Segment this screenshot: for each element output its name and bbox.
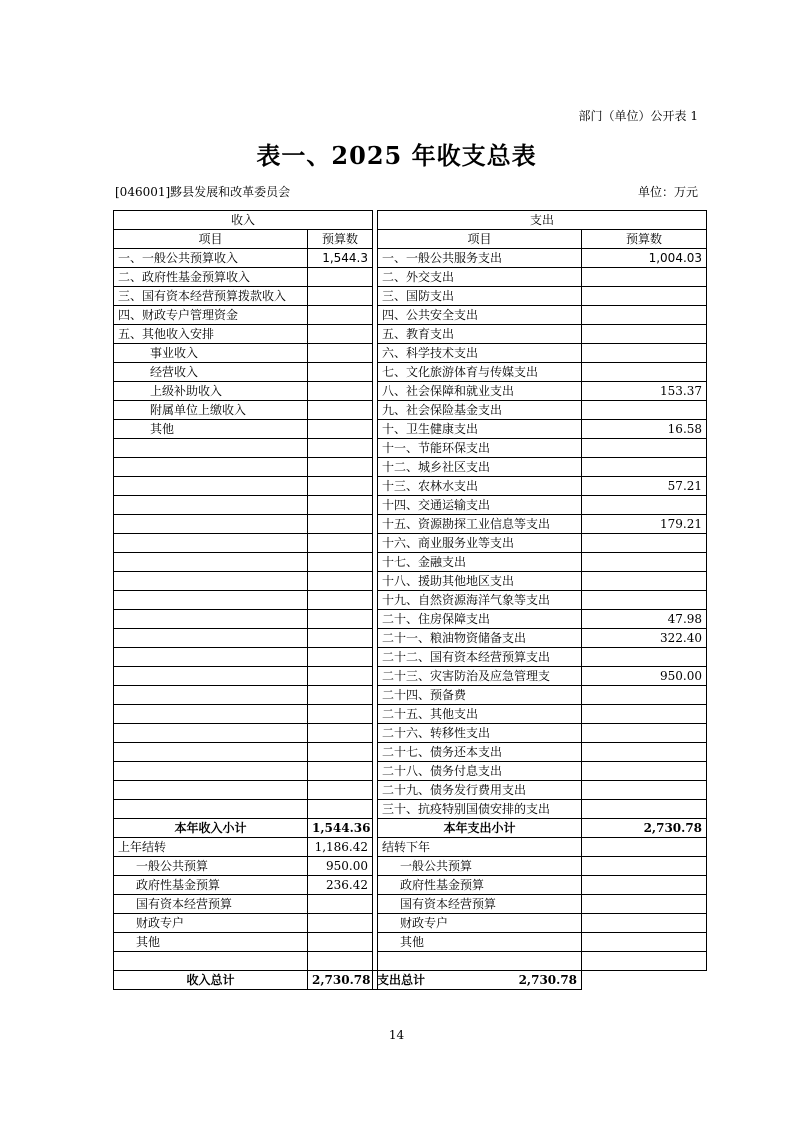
expense-item: 十七、金融支出 <box>378 553 582 572</box>
income-value <box>308 439 373 458</box>
expense-item: 十五、资源勘探工业信息等支出 <box>378 515 582 534</box>
expense-item: 十一、节能环保支出 <box>378 439 582 458</box>
expense-item: 二十二、国有资本经营预算支出 <box>378 648 582 667</box>
expense-item: 六、科学技术支出 <box>378 344 582 363</box>
table-row <box>114 667 707 686</box>
income-item: 本年收入小计 <box>114 819 308 838</box>
expense-value: 2,730.78 <box>582 819 707 838</box>
income-item: 上级补助收入 <box>114 382 308 401</box>
expense-value: 179.21 <box>582 515 707 534</box>
income-item: 政府性基金预算 <box>114 876 308 895</box>
income-item <box>114 534 308 553</box>
expense-item: 一般公共预算 <box>378 857 582 876</box>
expense-item: 支出总计 <box>373 971 378 990</box>
income-item: 一般公共预算 <box>114 857 308 876</box>
table-row <box>114 287 707 306</box>
income-value <box>308 686 373 705</box>
expense-value: 57.21 <box>582 477 707 496</box>
expense-value <box>582 838 707 857</box>
income-value <box>308 895 373 914</box>
income-item <box>114 496 308 515</box>
income-item: 二、政府性基金预算收入 <box>114 268 308 287</box>
table-row <box>114 249 707 268</box>
expense-value <box>582 876 707 895</box>
income-item <box>114 439 308 458</box>
table-row <box>114 933 707 952</box>
income-value <box>308 629 373 648</box>
expense-item: 三十、抗疫特别国债安排的支出 <box>378 800 582 819</box>
table-row <box>114 268 707 287</box>
organization-name: [046001]黟县发展和改革委员会 <box>115 185 291 199</box>
expense-item: 二十、住房保障支出 <box>378 610 582 629</box>
income-item <box>114 724 308 743</box>
expense-value <box>582 306 707 325</box>
table-row <box>114 382 707 401</box>
expense-item: 国有资本经营预算 <box>378 895 582 914</box>
table-row <box>114 610 707 629</box>
income-item: 事业收入 <box>114 344 308 363</box>
expense-item: 财政专户 <box>378 914 582 933</box>
income-item: 国有资本经营预算 <box>114 895 308 914</box>
expense-value <box>582 344 707 363</box>
expense-item: 三、国防支出 <box>378 287 582 306</box>
income-item: 其他 <box>114 933 308 952</box>
table-row <box>114 686 707 705</box>
expense-item: 二、外交支出 <box>378 268 582 287</box>
expense-item <box>378 952 582 971</box>
table-row <box>114 914 707 933</box>
table-row <box>114 952 707 971</box>
table-row <box>114 857 707 876</box>
income-item <box>114 667 308 686</box>
expense-value <box>582 439 707 458</box>
income-value <box>308 591 373 610</box>
expense-item: 二十九、债务发行费用支出 <box>378 781 582 800</box>
expense-value: 1,004.03 <box>582 249 707 268</box>
expense-value <box>582 496 707 515</box>
expense-value <box>582 287 707 306</box>
table-row <box>114 363 707 382</box>
expense-item: 其他 <box>378 933 582 952</box>
table-row <box>114 591 707 610</box>
income-value <box>308 667 373 686</box>
expense-value <box>582 952 707 971</box>
unit-label: 单位：万元 <box>637 185 698 199</box>
expense-value <box>582 268 707 287</box>
expense-value <box>582 686 707 705</box>
income-value <box>308 743 373 762</box>
income-value <box>308 325 373 344</box>
table-row <box>114 344 707 363</box>
expense-value <box>582 914 707 933</box>
expense-item: 十六、商业服务业等支出 <box>378 534 582 553</box>
income-value: 2,730.78 <box>308 971 373 990</box>
expense-value <box>582 724 707 743</box>
income-item <box>114 477 308 496</box>
income-value <box>308 781 373 800</box>
expense-value <box>582 743 707 762</box>
expense-item: 十八、援助其他地区支出 <box>378 572 582 591</box>
table-row <box>114 515 707 534</box>
table-row <box>114 477 707 496</box>
expense-item: 十三、农林水支出 <box>378 477 582 496</box>
expense-value <box>582 553 707 572</box>
budget-summary-table <box>113 210 707 990</box>
page-number: 14 <box>388 1028 405 1042</box>
expense-item: 五、教育支出 <box>378 325 582 344</box>
expense-value <box>582 857 707 876</box>
income-item <box>114 572 308 591</box>
expense-value <box>582 800 707 819</box>
table-row <box>114 762 707 781</box>
income-item <box>114 629 308 648</box>
income-value <box>308 572 373 591</box>
expense-item: 九、社会保险基金支出 <box>378 401 582 420</box>
expense-value <box>582 933 707 952</box>
income-value <box>308 553 373 572</box>
income-value: 1,186.42 <box>308 838 373 857</box>
income-value <box>308 477 373 496</box>
income-item <box>114 762 308 781</box>
income-item <box>114 705 308 724</box>
expense-item: 二十四、预备费 <box>378 686 582 705</box>
expense-value <box>582 572 707 591</box>
expense-value <box>582 534 707 553</box>
income-value <box>308 496 373 515</box>
table-row <box>114 743 707 762</box>
expense-item: 结转下年 <box>378 838 582 857</box>
income-value: 236.42 <box>308 876 373 895</box>
income-value <box>308 933 373 952</box>
expense-value: 322.40 <box>582 629 707 648</box>
income-item <box>114 648 308 667</box>
table-row <box>114 876 707 895</box>
expense-item: 二十七、债务还本支出 <box>378 743 582 762</box>
income-item: 四、财政专户管理资金 <box>114 306 308 325</box>
income-item <box>114 591 308 610</box>
income-item: 一、一般公共预算收入 <box>114 249 308 268</box>
income-value: 1,544.36 <box>308 819 373 838</box>
income-item: 附属单位上缴收入 <box>114 401 308 420</box>
expense-value <box>582 705 707 724</box>
table-row <box>114 534 707 553</box>
table-row <box>114 439 707 458</box>
income-value <box>308 287 373 306</box>
income-value <box>308 648 373 667</box>
income-value <box>308 914 373 933</box>
table-row <box>114 420 707 439</box>
income-item <box>114 686 308 705</box>
table-row <box>114 572 707 591</box>
expense-value: 153.37 <box>582 382 707 401</box>
income-item: 财政专户 <box>114 914 308 933</box>
table-row <box>114 781 707 800</box>
income-item: 上年结转 <box>114 838 308 857</box>
income-value <box>308 344 373 363</box>
income-value: 1,544.3 <box>308 249 373 268</box>
income-value <box>308 401 373 420</box>
expense-item: 二十一、粮油物资储备支出 <box>378 629 582 648</box>
income-item <box>114 515 308 534</box>
table-row <box>114 724 707 743</box>
income-item <box>114 800 308 819</box>
income-value <box>308 762 373 781</box>
income-value <box>308 705 373 724</box>
income-value <box>308 420 373 439</box>
expense-item: 十九、自然资源海洋气象等支出 <box>378 591 582 610</box>
income-item <box>114 610 308 629</box>
income-value <box>308 534 373 553</box>
income-value <box>308 458 373 477</box>
table-row <box>114 458 707 477</box>
expense-item: 二十五、其他支出 <box>378 705 582 724</box>
income-value: 950.00 <box>308 857 373 876</box>
income-item <box>114 553 308 572</box>
income-item <box>114 952 308 971</box>
income-item: 其他 <box>114 420 308 439</box>
expense-item: 七、文化旅游体育与传媒支出 <box>378 363 582 382</box>
table-header-row <box>114 211 707 230</box>
expense-budget-header: 预算数 <box>582 230 707 249</box>
expense-item: 十二、城乡社区支出 <box>378 458 582 477</box>
expense-item: 四、公共安全支出 <box>378 306 582 325</box>
income-value <box>308 724 373 743</box>
subtotal-row <box>114 819 707 838</box>
income-value <box>308 952 373 971</box>
table-subheader-row <box>114 230 707 249</box>
income-item-header: 项目 <box>114 230 308 249</box>
income-item <box>114 743 308 762</box>
expense-item: 二十三、灾害防治及应急管理支 <box>378 667 582 686</box>
table-row <box>114 401 707 420</box>
income-value <box>308 800 373 819</box>
expense-value <box>582 648 707 667</box>
expense-value <box>582 363 707 382</box>
income-item: 三、国有资本经营预算拨款收入 <box>114 287 308 306</box>
table-row <box>114 553 707 572</box>
expense-value <box>582 895 707 914</box>
expense-item: 十、卫生健康支出 <box>378 420 582 439</box>
income-value <box>308 610 373 629</box>
table-row <box>114 705 707 724</box>
table-row <box>114 306 707 325</box>
table-row <box>114 629 707 648</box>
total-row <box>114 971 707 990</box>
income-item: 经营收入 <box>114 363 308 382</box>
expense-item: 本年支出小计 <box>378 819 582 838</box>
expense-value <box>582 591 707 610</box>
income-budget-header: 预算数 <box>308 230 373 249</box>
table-row <box>114 325 707 344</box>
expense-value <box>582 458 707 477</box>
income-item <box>114 781 308 800</box>
expense-value: 950.00 <box>582 667 707 686</box>
income-value <box>308 363 373 382</box>
income-value <box>308 515 373 534</box>
income-item <box>114 458 308 477</box>
expense-value: 47.98 <box>582 610 707 629</box>
expense-item: 十四、交通运输支出 <box>378 496 582 515</box>
expense-value <box>582 781 707 800</box>
expense-item: 八、社会保障和就业支出 <box>378 382 582 401</box>
expense-value: 16.58 <box>582 420 707 439</box>
expense-item: 一、一般公共服务支出 <box>378 249 582 268</box>
expense-item: 政府性基金预算 <box>378 876 582 895</box>
expense-item: 二十八、债务付息支出 <box>378 762 582 781</box>
expense-value <box>582 325 707 344</box>
expense-item-header: 项目 <box>378 230 582 249</box>
expense-value <box>582 401 707 420</box>
income-item: 收入总计 <box>114 971 308 990</box>
income-value <box>308 268 373 287</box>
table-row <box>114 800 707 819</box>
income-header: 收入 <box>114 211 373 230</box>
table-row <box>114 895 707 914</box>
expense-item: 二十六、转移性支出 <box>378 724 582 743</box>
page-title: 表一、2025 年收支总表 <box>256 141 537 170</box>
table-row <box>114 648 707 667</box>
table-row <box>114 838 707 857</box>
table-row <box>114 496 707 515</box>
expense-value: 2,730.78 <box>378 971 582 990</box>
page-code: 部门（单位）公开表 1 <box>578 109 698 123</box>
income-item: 五、其他收入安排 <box>114 325 308 344</box>
income-value <box>308 306 373 325</box>
expense-value <box>582 762 707 781</box>
income-value <box>308 382 373 401</box>
expense-header: 支出 <box>378 211 707 230</box>
